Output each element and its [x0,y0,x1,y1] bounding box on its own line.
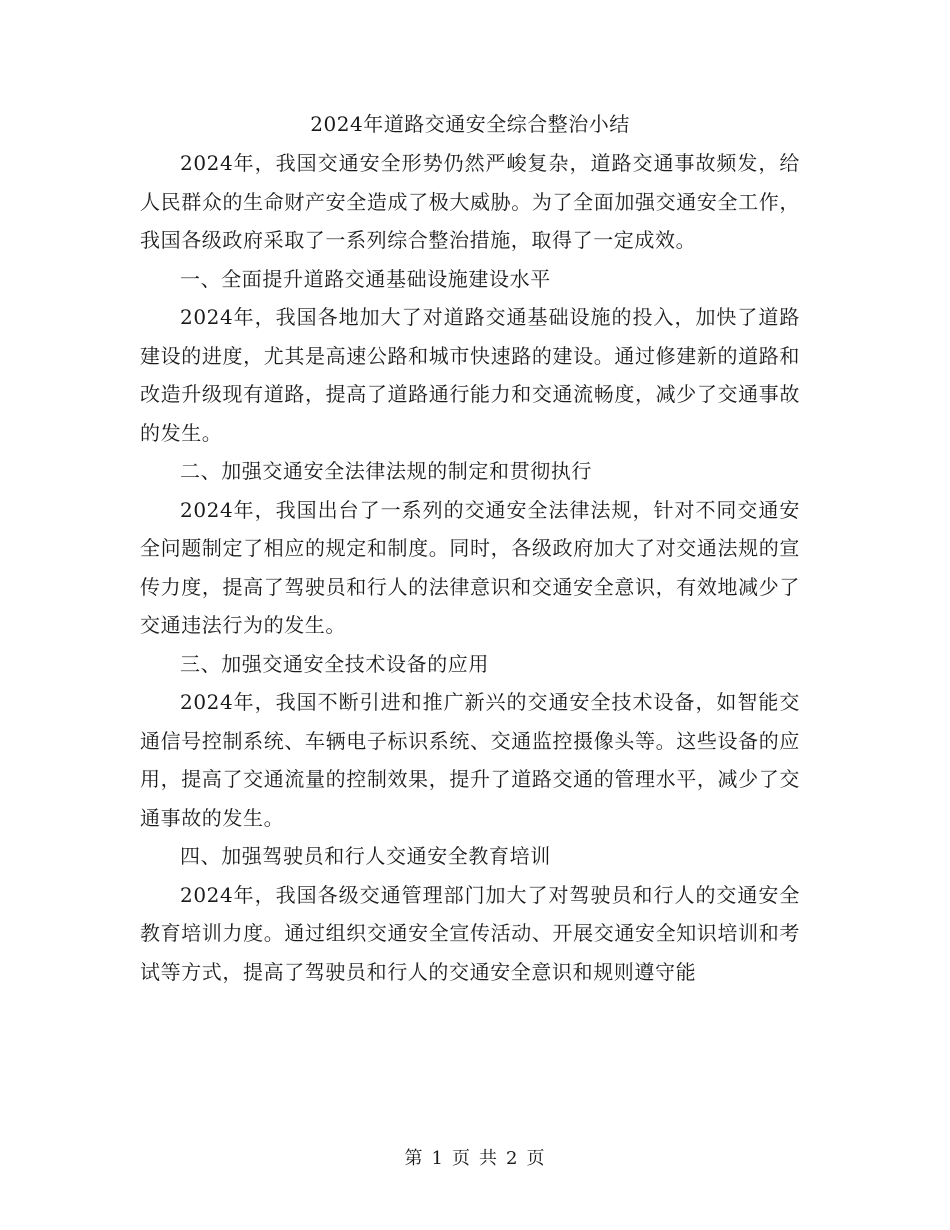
page-word: 页 [452,1148,471,1169]
total-page-number: 2 [506,1148,519,1169]
section-heading-3: 三、加强交通安全技术设备的应用 [180,651,489,676]
section-body-2: 2024年，我国出台了一系列的交通安全法律法规，针对不同交通安全问题制定了相应的规定和制度。同时，各级政府加大了对交通法规的宣传力度，提高了驾驶员和行人的法律意识和交通安全意识，有效地减少了交通违法行为的发生。 [140,497,800,637]
total-prefix: 共 [479,1148,498,1169]
document-title: 2024年道路交通安全综合整治小结 [310,112,630,136]
section-heading-4: 四、加强驾驶员和行人交通安全教育培训 [180,844,551,868]
section-heading-2: 二、加强交通安全法律法规的制定和贯彻执行 [180,459,592,483]
current-page-number: 1 [431,1148,444,1169]
section-body-1: 2024年，我国各地加大了对道路交通基础设施的投入，加快了道路建设的进度，尤其是高速公路和城市快速路的建设。通过修建新的道路和改造升级现有道路，提高了道路通行能力和交通流畅度，减少了交通事故的发生。 [140,305,800,445]
section-body-4: 2024年，我国各级交通管理部门加大了对驾驶员和行人的交通安全教育培训力度。通过组织交通安全宣传活动、开展交通安全知识培训和考试等方式，提高了驾驶员和行人的交通安全意识和规则遵守能 [140,882,800,984]
page-prefix: 第 [404,1148,424,1169]
page-word-2: 页 [526,1148,546,1169]
page-footer [0,1146,950,1172]
document-body [140,104,800,991]
section-body-3: 2024年，我国不断引进和推广新兴的交通安全技术设备，如智能交通信号控制系统、车辆电子标识系统、交通监控摄像头等。这些设备的应用，提高了交通流量的控制效果，提升了道路交通的管理水平，减少了交通事故的发生。 [140,690,800,830]
intro-paragraph: 2024年，我国交通安全形势仍然严峻复杂，道路交通事故频发，给人民群众的生命财产安全造成了极大威胁。为了全面加强交通安全工作，我国各级政府采取了一系列综合整治措施，取得了一定成效。 [140,151,800,252]
section-heading-1: 一、全面提升道路交通基础设施建设水平 [180,266,551,291]
